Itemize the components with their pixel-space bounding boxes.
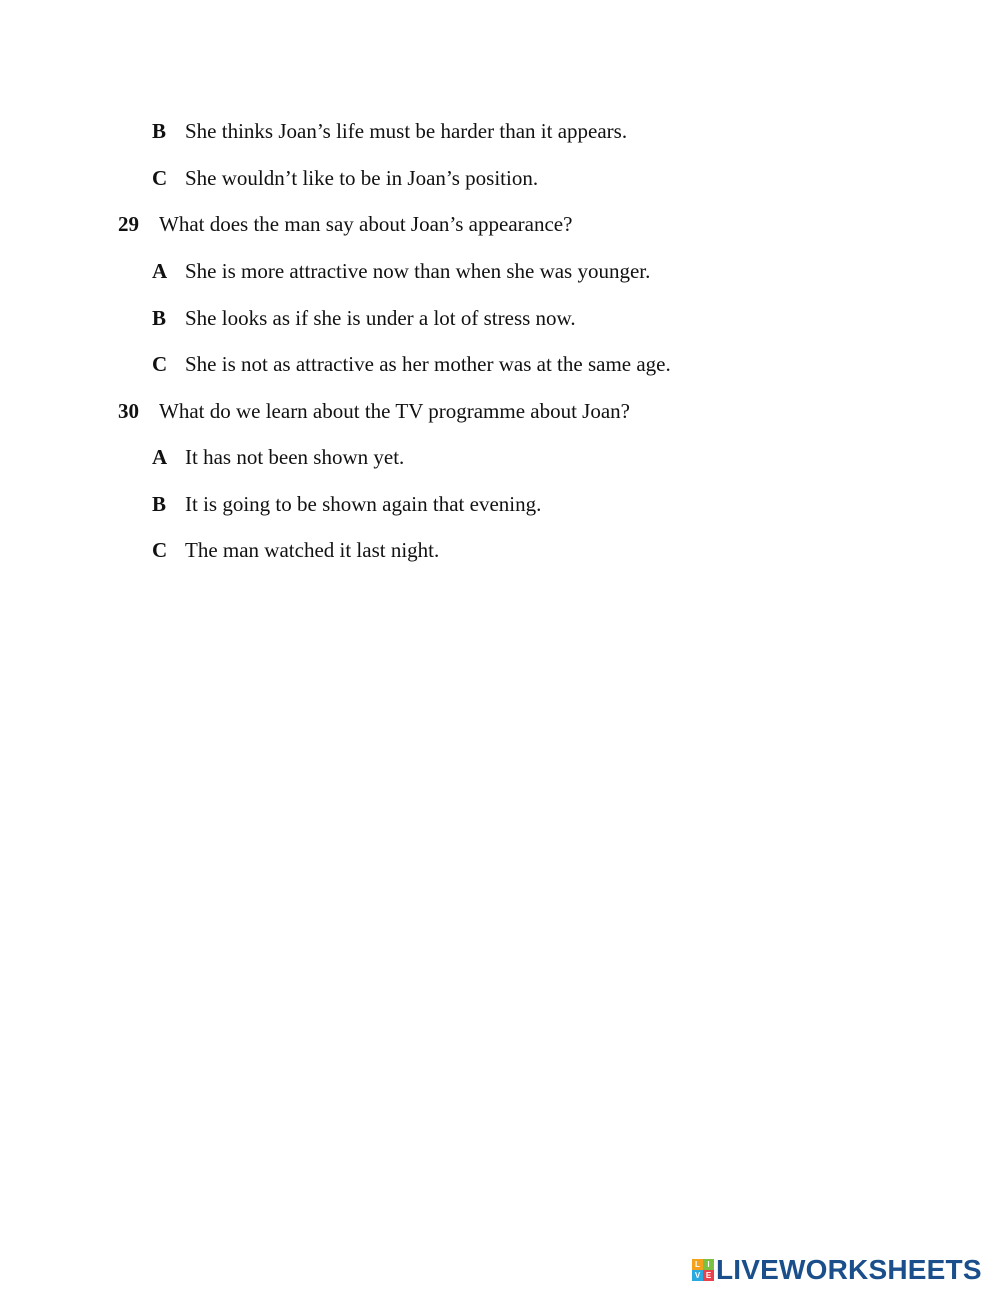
liveworksheets-logo[interactable]: [692, 1255, 982, 1285]
logo-mark-tile: I: [703, 1259, 714, 1270]
option-letter: C: [152, 166, 168, 190]
option-text: She wouldn’t like to be in Joan’s position.: [185, 166, 539, 190]
option-letter: B: [152, 306, 167, 330]
question-text: What does the man say about Joan’s appearance?: [159, 212, 573, 236]
question-number: 29: [118, 212, 139, 236]
logo-text: LIVEWORKSHEETS: [716, 1254, 982, 1285]
option-letter: A: [152, 445, 168, 469]
option-text: She is not as attractive as her mother was at the same age.: [185, 352, 671, 376]
logo-mark-tile: E: [703, 1270, 714, 1281]
question-number: 30: [118, 399, 139, 423]
option-text: The man watched it last night.: [185, 538, 440, 562]
logo-mark-tile: V: [692, 1270, 703, 1281]
option-letter: C: [152, 538, 168, 562]
option-text: It has not been shown yet.: [185, 445, 405, 469]
logo-mark-tile: L: [692, 1259, 703, 1270]
option-letter: A: [152, 259, 168, 283]
option-letter: B: [152, 492, 167, 516]
option-text: It is going to be shown again that evening.: [185, 492, 542, 516]
option-text: She thinks Joan’s life must be harder than it appears.: [185, 119, 628, 143]
question-text: What do we learn about the TV programme about Joan?: [159, 399, 630, 423]
option-text: She looks as if she is under a lot of stress now.: [185, 306, 576, 330]
option-letter: B: [152, 119, 167, 143]
option-letter: C: [152, 352, 168, 376]
liveworksheets-logo-icon: [692, 1259, 714, 1281]
option-text: She is more attractive now than when she was younger.: [185, 259, 651, 283]
